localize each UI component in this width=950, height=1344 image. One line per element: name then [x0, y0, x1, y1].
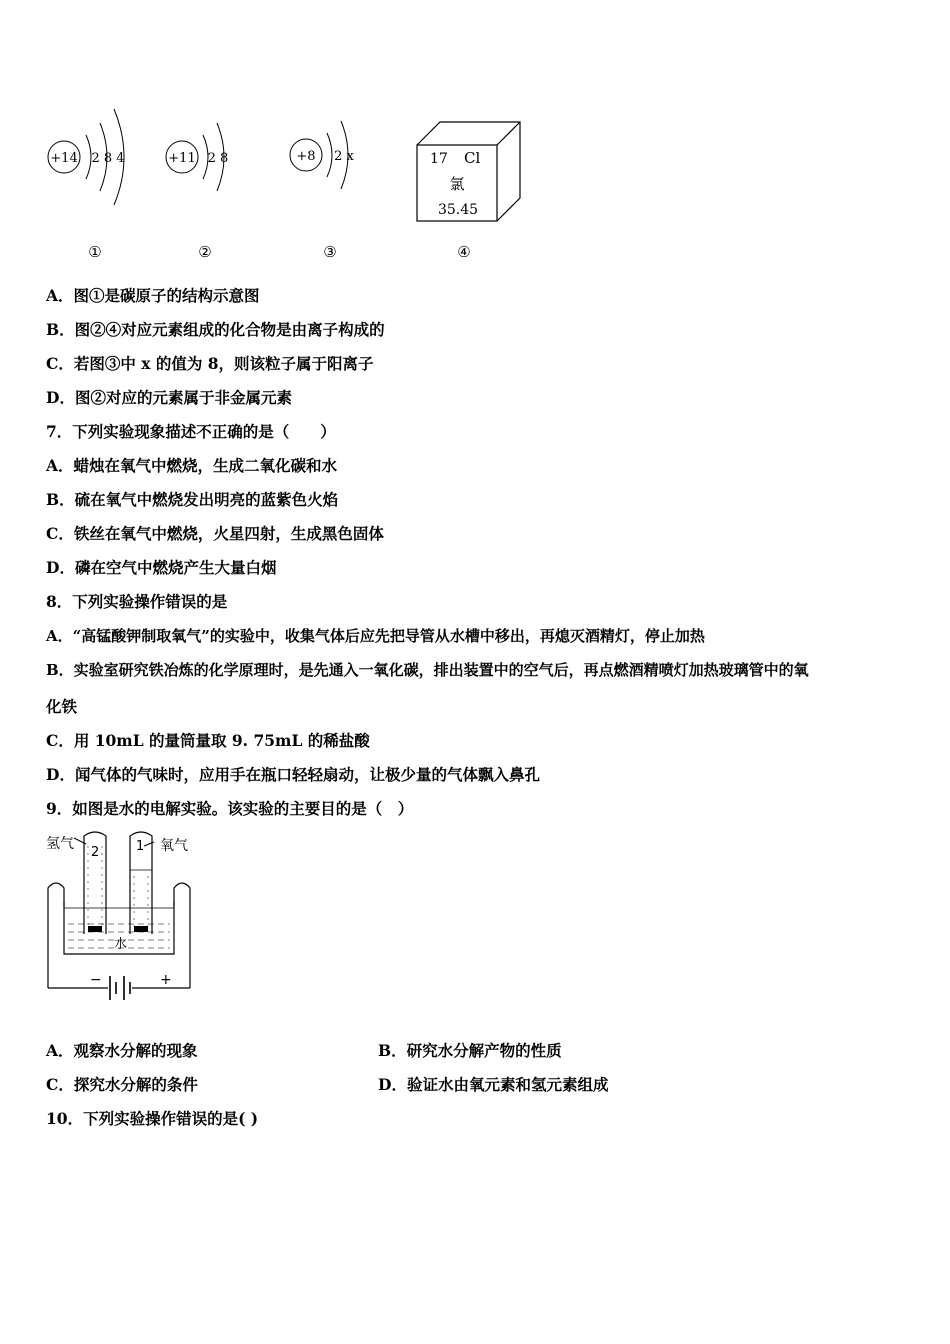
oxygen-label: 氧气	[160, 838, 188, 854]
q6-option-c: C．若图③中 x 的值为 8，则该粒子属于阳离子	[46, 354, 374, 373]
atom-diagram-1	[48, 109, 125, 261]
atom-diagram-2	[166, 123, 228, 261]
tube-left-number: 2	[91, 845, 100, 860]
q8-option-b-continued: 化铁	[46, 697, 78, 716]
q9-stem: 9．如图是水的电解实验。该实验的主要目的是（ ）	[46, 799, 414, 818]
element-name: 氯	[449, 175, 465, 193]
q7-option-b: B．硫在氧气中燃烧发出明亮的蓝紫色火焰	[46, 490, 339, 509]
q9-option-b: B．研究水分解产物的性质	[378, 1041, 562, 1060]
water-electrolysis-figure	[44, 826, 214, 1016]
q10-stem: 10．下列实验操作错误的是( )	[46, 1109, 259, 1128]
q8-option-b: B．实验室研究铁冶炼的化学原理时，是先通入一氧化碳，排出装置中的空气后，再点燃酒精喷灯加热玻璃管中的氧	[46, 661, 809, 679]
atom-1-nucleus: +14	[50, 151, 78, 166]
element-symbol: Cl	[464, 149, 481, 167]
q7-option-d: D．磷在空气中燃烧产生大量白烟	[46, 558, 277, 577]
q6-option-b: B．图②④对应元素组成的化合物是由离子构成的	[46, 320, 385, 339]
atom-2-nucleus: +11	[168, 151, 196, 166]
figure-label-3: ③	[323, 243, 337, 261]
figure-label-2: ②	[198, 243, 212, 261]
atom-1-shells: 2 8 4	[91, 151, 125, 166]
figure-label-1: ①	[88, 243, 102, 261]
q7-option-c: C．铁丝在氧气中燃烧，火星四射，生成黑色固体	[46, 524, 384, 543]
element-number: 17	[430, 151, 448, 167]
element-mass: 35.45	[437, 202, 479, 218]
hydrogen-label: 氢气	[46, 836, 74, 852]
tube-right-number: 1	[136, 839, 145, 854]
atom-structure-figures	[40, 95, 560, 270]
q8-option-c: C．用 10mL 的量筒量取 9. 75mL 的稀盐酸	[46, 731, 370, 750]
q9-option-d: D．验证水由氧元素和氢元素组成	[378, 1075, 609, 1094]
q7-option-a: A．蜡烛在氧气中燃烧，生成二氧化碳和水	[46, 456, 338, 475]
atom-2-shells: 2 8	[207, 151, 229, 166]
minus-label: −	[90, 972, 102, 988]
plus-label: +	[160, 972, 172, 988]
q8-option-a: A．“高锰酸钾制取氧气”的实验中，收集气体后应先把导管从水槽中移出，再熄灭酒精灯，停止加热	[46, 627, 705, 645]
element-cell-chlorine	[417, 122, 520, 261]
q7-stem: 7．下列实验现象描述不正确的是（ ）	[46, 422, 336, 441]
q9-option-c: C．探究水分解的条件	[46, 1075, 198, 1094]
q8-stem: 8．下列实验操作错误的是	[46, 592, 228, 611]
atom-diagram-3	[290, 121, 355, 261]
water-label: 水	[114, 937, 128, 952]
q6-option-d: D．图②对应的元素属于非金属元素	[46, 388, 292, 407]
q9-option-a: A．观察水分解的现象	[46, 1041, 198, 1060]
q8-option-d: D．闻气体的气味时，应用手在瓶口轻轻扇动，让极少量的气体飘入鼻孔	[46, 765, 540, 784]
figure-label-4: ④	[457, 243, 471, 261]
q6-option-a: A．图①是碳原子的结构示意图	[46, 286, 260, 305]
atom-3-shells: 2 x	[334, 149, 354, 164]
atom-3-nucleus: +8	[296, 149, 316, 164]
